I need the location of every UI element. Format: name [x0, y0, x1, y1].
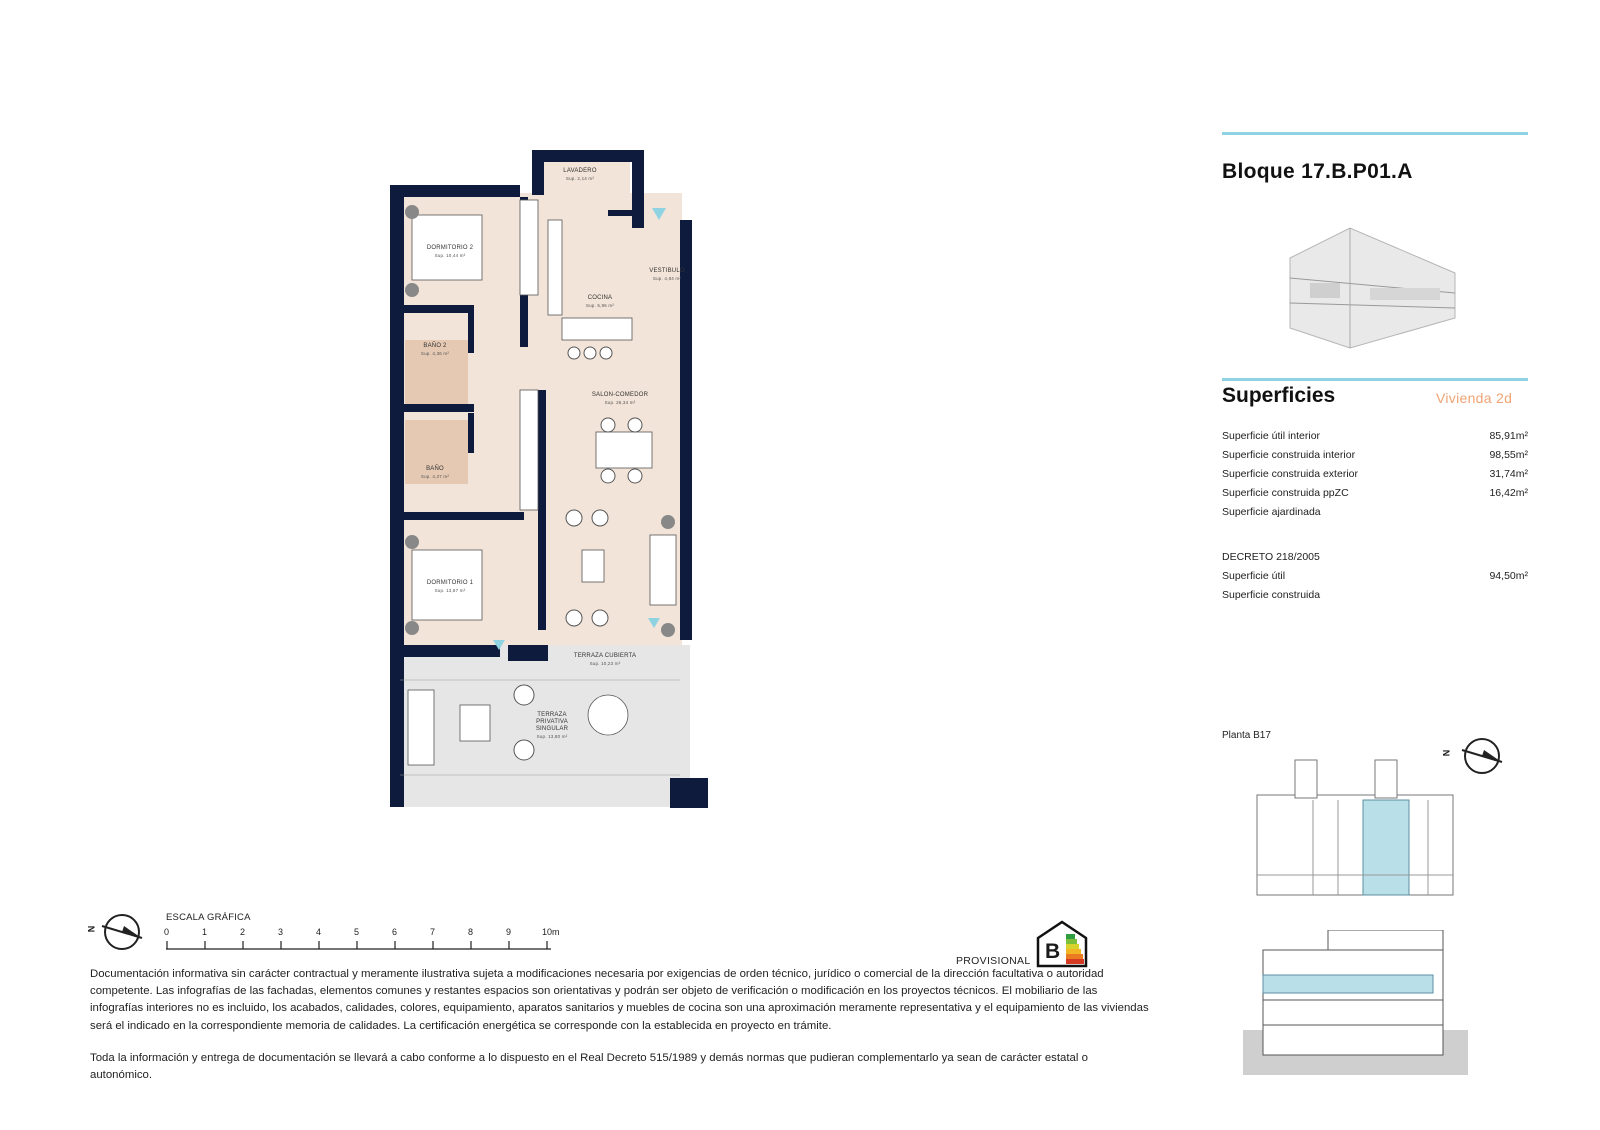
compass-icon — [86, 912, 148, 952]
room-cocina: COCINA Sup. 5,96 m² — [585, 295, 615, 308]
north-label: N — [86, 925, 97, 933]
decreto-row: Superficie útil 94,50m² — [1222, 569, 1528, 582]
disclaimer-paragraph: Toda la información y entrega de documentación se llevará a cabo conforme a lo dispuesto en el Real Decreto 515/1989 y demás normas que pudieran complementarlo ya sean de carácter estatal o autonómico. — [90, 1051, 1088, 1082]
scale-tick-label: 3 — [278, 927, 284, 937]
room-terraza-privativa: TERRAZA PRIVATIVA SINGULAR Sup. 13,80 m² — [535, 712, 569, 739]
disclaimer-paragraph: Documentación informativa sin carácter contractual y meramente ilustrativa sujeta a modificaciones necesaria por exigencias de orden técnico, jurídico o comercial de la dirección facultativa o autoridad competente. Las infografías de las fachadas, elementos comunes y restantes espacios son orientativas y podrán ser objeto de verificación o modificación en los proyectos técnicos. El mobiliario de las infografías interiores no es incluido, los acabados, calidades, colores, equipamiento, aparatos sanitarios y muebles de cocina son una aproximación meramente representativa y el equipamiento de las viviendas será el indicado en la correspondiente memoria de calidades. La certificación energética se corresponde con la establecida en proyecto en trámite. — [90, 968, 1149, 1032]
scale-tick-label: 10m — [542, 927, 560, 937]
superficies-table — [1222, 426, 1528, 604]
surface-row: Superficie construida ppZC 16,42m² — [1222, 486, 1528, 499]
section-drawing — [1243, 930, 1468, 1075]
top-accent-rule — [1222, 132, 1528, 135]
room-vestibulo: VESTIBULO Sup. 4,84 m² — [649, 268, 685, 281]
scale-bar — [166, 938, 556, 950]
north-label: N — [1441, 749, 1452, 757]
scale-tick-label: 5 — [354, 927, 360, 937]
room-bano-2: BAÑO 2 Sup. 4,36 m² — [420, 343, 450, 356]
scale-title: ESCALA GRÁFICA — [166, 912, 251, 923]
scale-tick-label: 1 — [202, 927, 208, 937]
scale-tick-label: 0 — [164, 927, 170, 937]
floor-plan — [390, 150, 720, 830]
highlighted-unit — [1363, 800, 1409, 895]
room-dormitorio-1: DORMITORIO 1 Sup. 13,87 m² — [426, 580, 474, 593]
planta-key-plan — [1253, 755, 1458, 900]
scale-tick-label: 2 — [240, 927, 246, 937]
surface-row: Superficie construida interior 98,55m² — [1222, 448, 1528, 461]
decreto-heading: DECRETO 218/2005 — [1222, 550, 1320, 563]
vivienda-type-label: Vivienda 2d — [1436, 390, 1513, 406]
unit-title: Bloque 17.B.P01.A — [1222, 160, 1413, 183]
scale-tick-label: 7 — [430, 927, 436, 937]
room-lavadero: LAVADERO Sup. 2,14 m² — [563, 168, 597, 181]
energy-provisional-label: PROVISIONAL — [956, 955, 1031, 967]
room-dormitorio-2: DORMITORIO 2 Sup. 10,44 m² — [426, 245, 474, 258]
scale-tick-label: 9 — [506, 927, 512, 937]
legal-disclaimer — [90, 966, 1150, 1099]
mid-accent-rule — [1222, 378, 1528, 381]
highlighted-floor — [1263, 975, 1433, 993]
surface-row: Superficie útil interior 85,91m² — [1222, 429, 1528, 442]
room-salon-comedor: SALON-COMEDOR Sup. 26,34 m² — [591, 392, 649, 405]
scale-tick-label: 8 — [468, 927, 474, 937]
energy-rating-letter: B — [1045, 940, 1061, 963]
scale-tick-label: 6 — [392, 927, 398, 937]
scale-tick-label: 4 — [316, 927, 322, 937]
energy-rating-icon — [1036, 920, 1088, 968]
room-terraza-cubierta: TERRAZA CUBIERTA Sup. 10,23 m² — [573, 653, 637, 666]
superficies-heading: Superficies — [1222, 384, 1336, 407]
building-3d-illustration — [1280, 218, 1460, 353]
planta-label: Planta B17 — [1222, 730, 1271, 741]
decreto-row: Superficie construida — [1222, 588, 1321, 601]
room-bano: BAÑO Sup. 4,27 m² — [420, 466, 450, 479]
surface-row: Superficie ajardinada — [1222, 505, 1321, 518]
surface-row: Superficie construida exterior 31,74m² — [1222, 467, 1528, 480]
